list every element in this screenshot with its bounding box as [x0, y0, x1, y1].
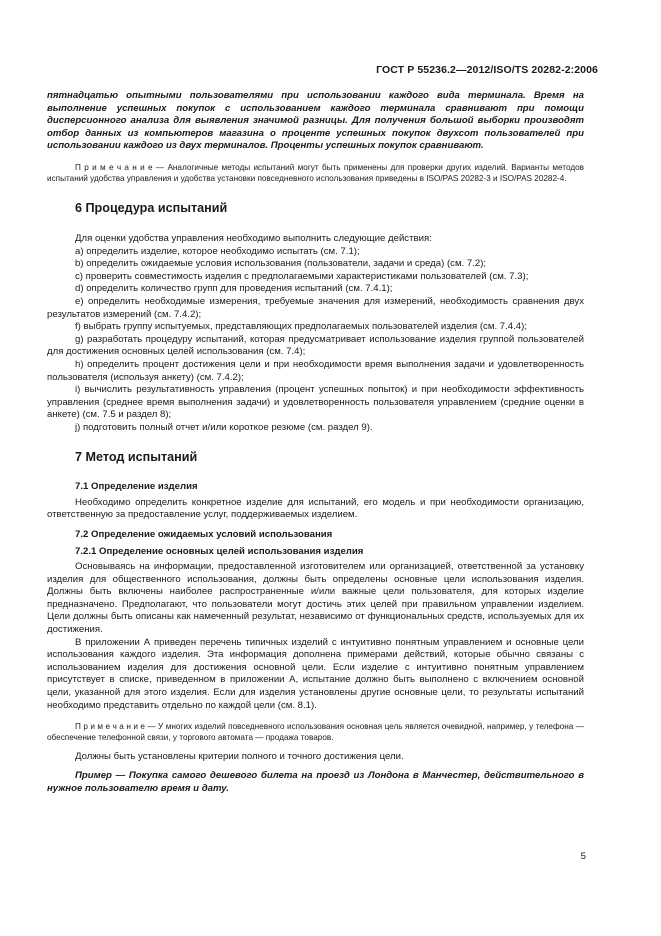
list-item-g: g) разработать процедуру испытаний, которая предусматривает использование изделия группой пользователей для достижения основных целей использования (см. 7.4); [47, 333, 584, 358]
section-7-2-1-paragraph-2: В приложении А приведен перечень типичных изделий с интуитивно понятным управлением и основные цели использования каждого изделия. Эта информация дополнена примерами действий, которые обычно связаны с использованием изделия для достижения основной цели. Если изделие с интуитивно понятным управлением присутствует в списке, приведенном в приложении А, испытание должно быть выполнено с включением основной цели, указанной для этого изделия. Если для изделия установлены другие основные цели, то результаты испытаний необходимо представить отдельно по каждой цели (см. 8.1). [47, 636, 584, 711]
list-item-a: a) определить изделие, которое необходимо испытать (см. 7.1); [75, 245, 360, 257]
section-7-1-heading: 7.1 Определение изделия [75, 481, 198, 493]
example-paragraph: Пример — Покупка самого дешевого билета на проезд из Лондона в Манчестер, действительного в нужное пользователю время и дату. [47, 770, 584, 794]
note-1 [47, 162, 584, 184]
list-item-e: e) определить необходимые измерения, требуемые значения для измерений, необходимость сравнения двух результатов измерений (см. 7.4.2); [47, 295, 584, 320]
section-7-2-1-heading: 7.2.1 Определение основных целей использования изделия [75, 546, 364, 558]
document-header: ГОСТ Р 55236.2—2012/ISO/TS 20282-2:2006 [376, 64, 598, 76]
section-7-2-1-paragraph-1: Основываясь на информации, предоставленной изготовителем или организацией, ответственной за установку изделия для общественного использования, должны быть определены основные цели использования изделия. Должны быть включены наиболее распространенные и/или важные цели пользователя, для которых изделие предназначено. Предполагают, что пользователи могут достичь этих целей при правильном управлении изделием. Цели должны быть описаны как намеченный результат, независимо от функциональных средств, используемых для их достижения. [47, 561, 584, 635]
list-item-d: d) определить количество групп для проведения испытаний (см. 7.4.1); [75, 283, 393, 295]
section-7-1-text: Необходимо определить конкретное изделие для испытаний, его модель и при необходимости организацию, ответственную за предоставление услуг, поддерживаемых изделием. [47, 496, 584, 521]
section-6-intro: Для оценки удобства управления необходимо выполнить следующие действия: [75, 232, 432, 244]
intro-paragraph: пятнадцатью опытными пользователями при использовании каждого вида терминала. Время на выполнение успешных покупок с использованием каждого терминала сравнивают при помощи дисперсионного анализа для выявления значимой разницы. Для получения большой выборки производят отбор данных из компьютеров магазина о проценте успешных покупок двухсот пользователей при использовании каждого из двух терминалов. Проценты успешных покупок сравнивают. [47, 90, 584, 152]
list-item-j: j) подготовить полный отчет и/или короткое резюме (см. раздел 9). [75, 421, 373, 433]
list-item-f: f) выбрать группу испытуемых, представляющих предполагаемых пользователей изделия (см. 7.4.4); [75, 321, 527, 333]
section-7-2-heading: 7.2 Определение ожидаемых условий использования [75, 528, 333, 540]
list-item-b: b) определить ожидаемые условия использования (пользователи, задачи и среда) (см. 7.2); [75, 258, 487, 270]
note-2 [47, 721, 584, 743]
page-number: 5 [580, 851, 586, 862]
list-item-c: c) проверить совместимость изделия с предполагаемыми характеристиками пользователей (см. 7.3); [75, 270, 529, 282]
criteria-paragraph: Должны быть установлены критерии полного и точного достижения цели. [75, 750, 404, 762]
section-6-heading: 6 Процедура испытаний [75, 201, 228, 216]
note-1-text: — Аналогичные методы испытаний могут быть применены для проверки других изделий. Варианты методов испытаний удобства управления и удобства установки повседневного использования приведены в ISO/PAS 20282-3 и ISO/PAS 20282-4. [47, 162, 584, 184]
note-1-label: П р и м е ч а н и е [75, 162, 153, 172]
list-item-h: h) определить процент достижения цели и при необходимости время выполнения задачи и удовлетворенность пользователя (используя анкету) (см. 7.4.2); [47, 358, 584, 383]
note-2-label: П р и м е ч а н и е [75, 722, 145, 732]
list-item-i: i) вычислить результативность управления (процент успешных попыток) и при необходимости эффективность управления (среднее время выполнения задачи) и удовлетворенность пользователя управлением (средние оценки в анкете) (см. 7.5 и раздел 8); [47, 384, 584, 421]
note-2-text: — У многих изделий повседневного использования основная цель является очевидной, например, у телефона — обеспечение телефонной связи, у торгового автомата — продажа товаров. [47, 722, 584, 743]
document-body [47, 90, 584, 795]
section-7-heading: 7 Метод испытаний [75, 450, 198, 465]
